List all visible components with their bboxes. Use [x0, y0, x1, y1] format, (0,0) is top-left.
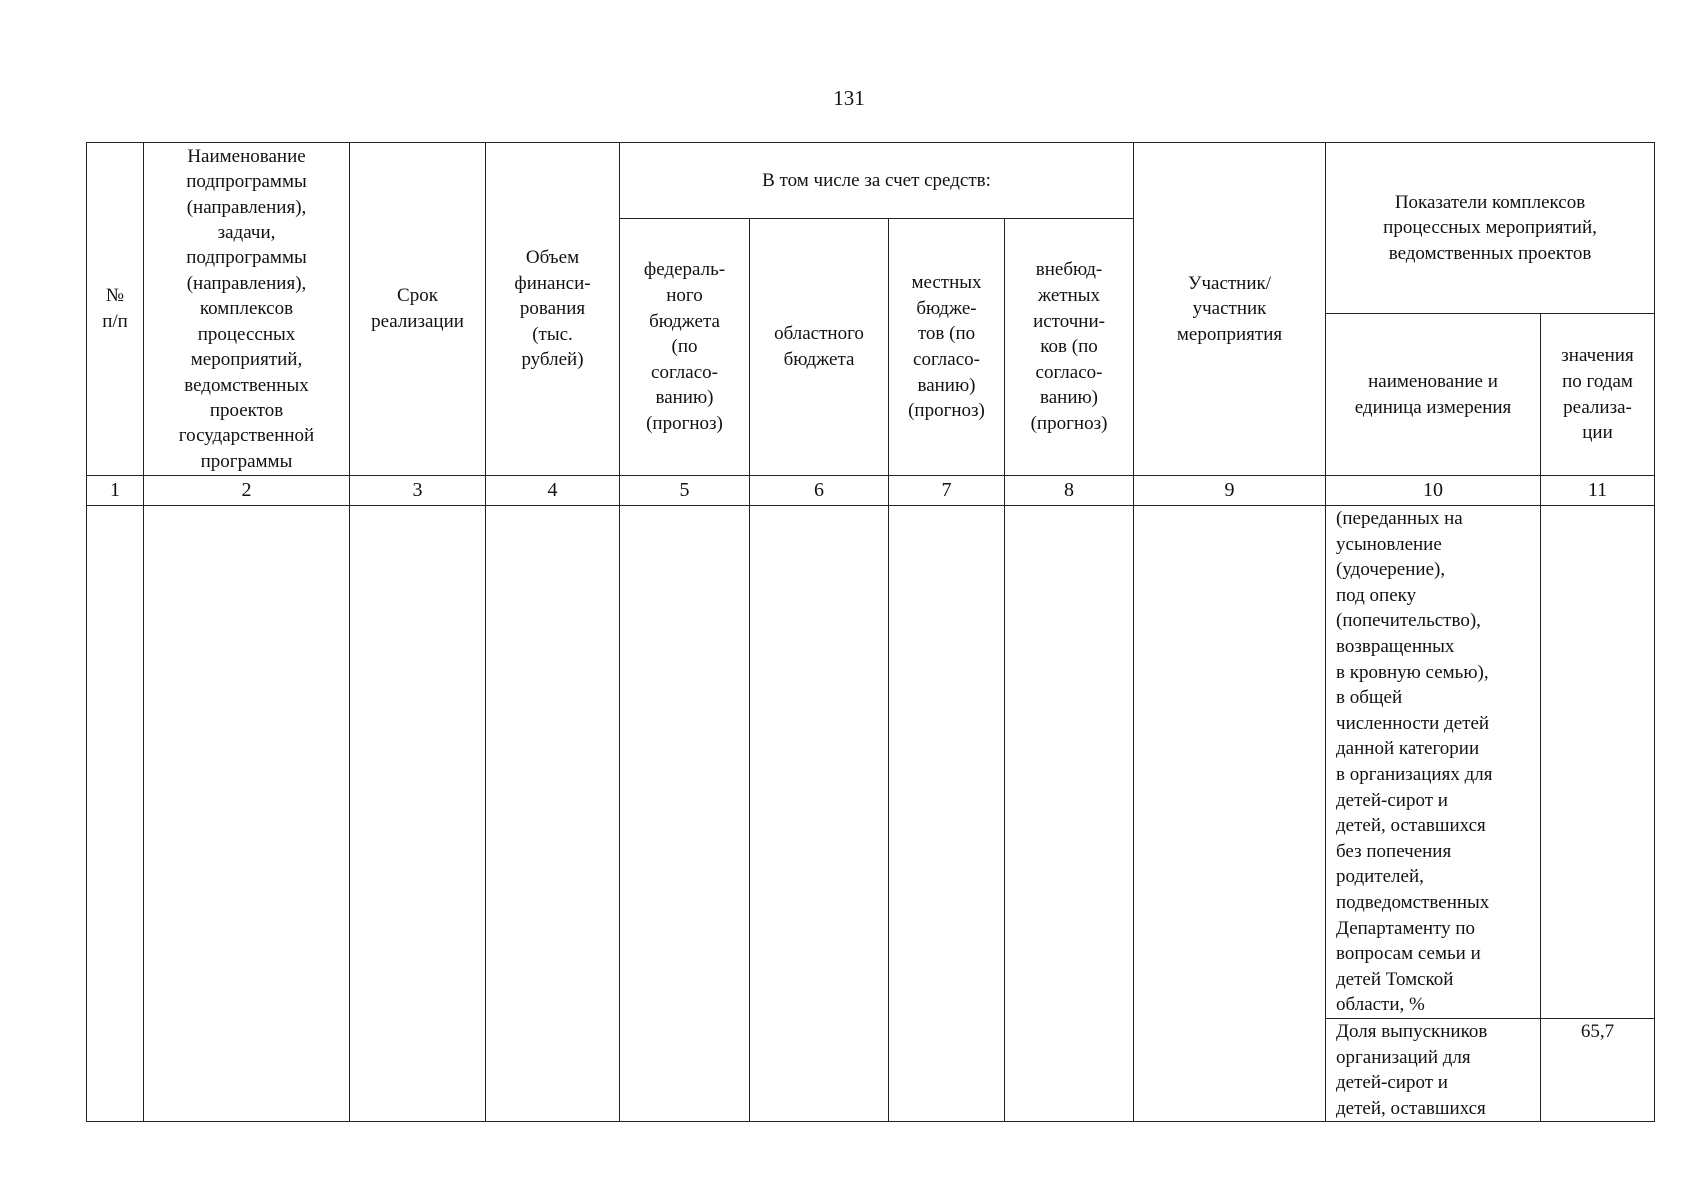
- cell-name: [144, 506, 350, 1122]
- column-number: 9: [1134, 476, 1326, 506]
- table-row: [87, 506, 1655, 1019]
- cell-extrabudgetary: [1005, 506, 1134, 1122]
- indicator-name-cell: (переданных на усыновление (удочерение), под опеку (попечительство), возвращенных в кровную семью), в общей численности детей данной категории в организациях для детей-сирот и детей, оставшихся без попечения родителей, подведомственных Департаменту по вопросам семьи и детей Томской области, %: [1326, 506, 1541, 1019]
- cell-number: [87, 506, 144, 1122]
- column-number: 3: [350, 476, 486, 506]
- column-numbers-row: [87, 476, 1655, 506]
- header-local-budgets: местных бюдже- тов (по согласо- ванию) (прогноз): [889, 219, 1005, 476]
- header-funding-volume: Объем финанси- рования (тыс. рублей): [486, 143, 620, 476]
- indicator-value-cell: [1541, 506, 1655, 1019]
- cell-term: [350, 506, 486, 1122]
- header-extrabudgetary: внебюд- жетных источни- ков (по согласо- ванию) (прогноз): [1005, 219, 1134, 476]
- program-table-wrapper: [86, 142, 1655, 1122]
- header-federal-budget: федераль- ного бюджета (по согласо- ванию) (прогноз): [620, 219, 750, 476]
- header-indicators-group: Показатели комплексов процессных мероприятий, ведомственных проектов: [1326, 143, 1655, 314]
- column-number: 5: [620, 476, 750, 506]
- column-number: 7: [889, 476, 1005, 506]
- page-number: 131: [833, 86, 865, 110]
- header-participant: Участник/ участник мероприятия: [1134, 143, 1326, 476]
- column-number: 1: [87, 476, 144, 506]
- indicator-value-cell: 65,7: [1541, 1019, 1655, 1122]
- cell-volume: [486, 506, 620, 1122]
- program-table: [86, 142, 1655, 1122]
- indicator-name-cell: Доля выпускников организаций для детей-сирот и детей, оставшихся: [1326, 1019, 1541, 1122]
- header-name: Наименование подпрограммы (направления), задачи, подпрограммы (направления), комплексов процессных мероприятий, ведомственных проектов государственной программы: [144, 143, 350, 476]
- header-regional-budget: областного бюджета: [750, 219, 889, 476]
- column-number: 10: [1326, 476, 1541, 506]
- header-number: № п/п: [87, 143, 144, 476]
- column-number: 11: [1541, 476, 1655, 506]
- column-number: 2: [144, 476, 350, 506]
- header-funds-group: В том числе за счет средств:: [620, 143, 1134, 219]
- header-indicator-name: наименование и единица измерения: [1326, 314, 1541, 476]
- cell-local: [889, 506, 1005, 1122]
- column-number: 8: [1005, 476, 1134, 506]
- header-indicator-values: значения по годам реализа- ции: [1541, 314, 1655, 476]
- cell-federal: [620, 506, 750, 1122]
- cell-participant: [1134, 506, 1326, 1122]
- cell-regional: [750, 506, 889, 1122]
- column-number: 6: [750, 476, 889, 506]
- column-number: 4: [486, 476, 620, 506]
- header-term: Срок реализации: [350, 143, 486, 476]
